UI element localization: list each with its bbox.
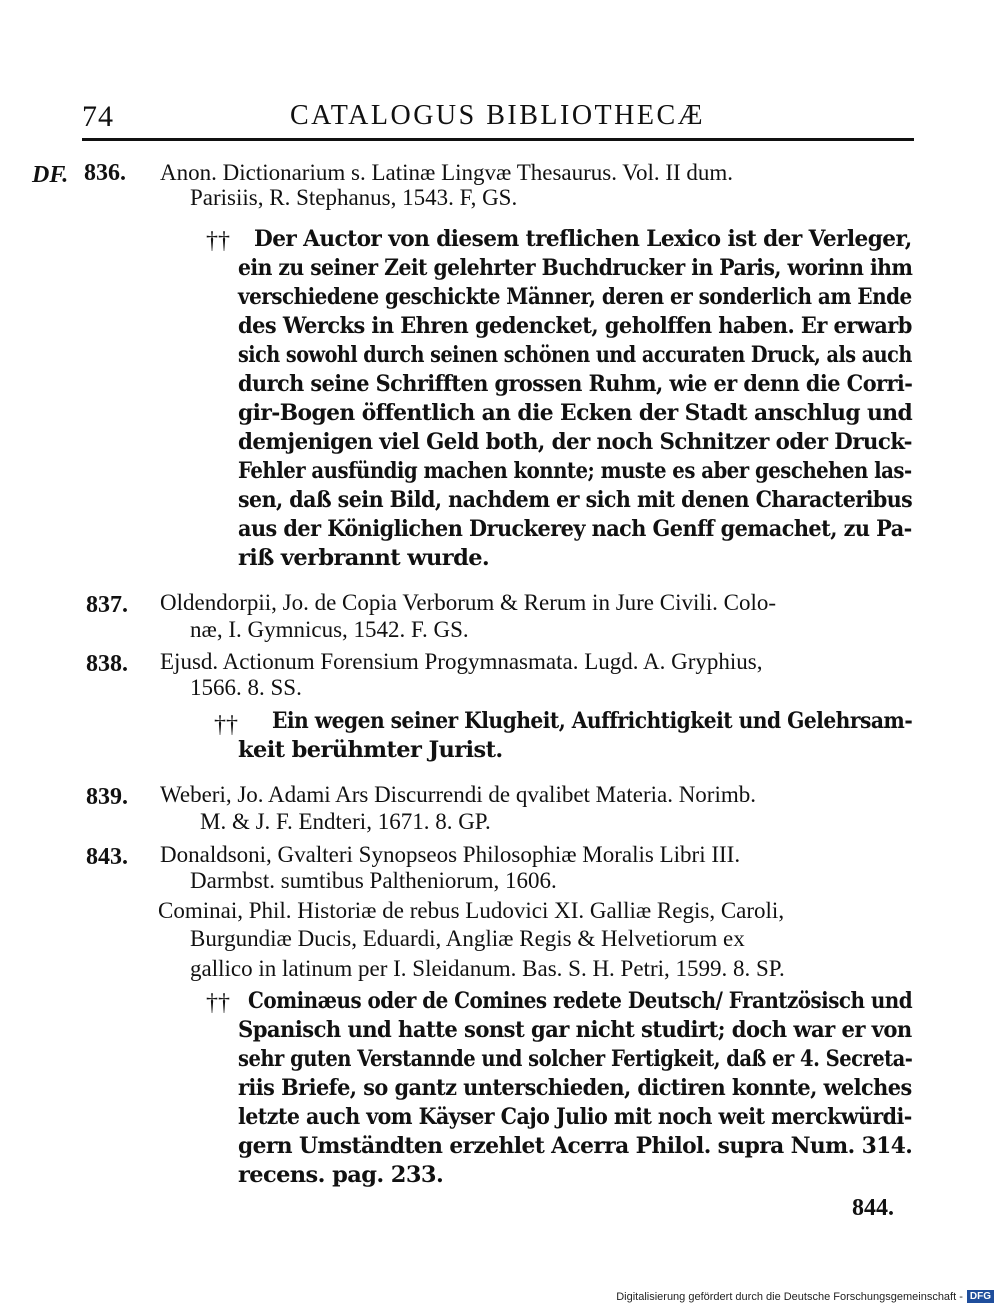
note-line: aus der Königlichen Druckerey nach Genff gemachet, zu Pa- [238, 516, 912, 542]
entry-line: næ, I. Gymnicus, 1542. F. GS. [190, 617, 469, 642]
note-dagger: †† [206, 228, 230, 254]
footer-text: Digitalisierung gefördert durch die Deutsche Forschungsgemeinschaft - [616, 1290, 963, 1303]
note-line: Der Auctor von diesem treflichen Lexico ist der Verleger, [254, 226, 912, 252]
note-line: durch seine Schrifften grossen Ruhm, wie er denn die Corri- [238, 371, 913, 397]
entry-line: Burgundiæ Ducis, Eduardi, Angliæ Regis & Helvetiorum ex [190, 926, 745, 951]
entry-line: Cominai, Phil. Historiæ de rebus Ludovici XI. Galliæ Regis, Caroli, [158, 898, 785, 923]
note-line: verschiedene geschickte Männer, deren er sonderlich am Ende [238, 284, 912, 310]
page-number: 74 [82, 100, 114, 133]
entry-line: Weberi, Jo. Adami Ars Discurrendi de qvalibet Materia. Norimb. [160, 782, 757, 807]
margin-marker: DF. [32, 162, 69, 188]
note-line: recens. pag. 233. [238, 1162, 444, 1188]
entry-number: 839. [86, 784, 128, 810]
dfg-logo: DFG [967, 1290, 994, 1303]
note-line: gir-Bogen öffentlich an die Ecken der Stadt anschlug und [238, 400, 913, 426]
header-rule [82, 138, 914, 141]
note-line: gern Umständten erzehlet Acerra Philol. supra Num. 314. [238, 1133, 913, 1159]
entry-line: 1566. 8. SS. [190, 675, 302, 700]
entry-line: Donaldsoni, Gvalteri Synopseos Philosophiæ Moralis Libri III. [160, 842, 741, 867]
note-line: riß verbrannt wurde. [238, 545, 490, 571]
running-title: CATALOGUS BIBLIOTHECÆ [290, 100, 706, 131]
note-line: Spanisch und hatte sonst gar nicht studirt; doch war er von [238, 1017, 912, 1043]
note-line: riis Briefe, so gantz unterschieden, dictiren konnte, welches [238, 1075, 912, 1101]
note-line: ein zu seiner Zeit gelehrter Buchdrucker in Paris, worinn ihm [238, 255, 913, 281]
note-line: demjenigen viel Geld both, der noch Schnitzer oder Druck- [238, 429, 912, 455]
note-line: letzte auch vom Käyser Cajo Julio mit noch weit merckwürdi- [238, 1104, 912, 1130]
entry-number: 837. [86, 592, 128, 618]
entry-line: Darmbst. sumtibus Paltheniorum, 1606. [190, 868, 557, 893]
note-line: sehr guten Verstannde und solcher Fertigkeit, daß er 4. Secreta- [238, 1046, 913, 1072]
entry-number: 836. [84, 160, 126, 186]
note-dagger: †† [214, 712, 238, 738]
entry-number: 838. [86, 651, 128, 677]
note-line: des Wercks in Ehren gedencket, geholffen haben. Er erwarb [238, 313, 912, 339]
note-line: keit berühmter Jurist. [238, 737, 503, 763]
entry-line: Ejusd. Actionum Forensium Progymnasmata. Lugd. A. Gryphius, [160, 649, 763, 674]
digitization-footer [616, 1290, 994, 1303]
note-line: Ein wegen seiner Klugheit, Auffrichtigkeit und Gelehrsam- [272, 708, 913, 734]
note-dagger: †† [206, 990, 230, 1016]
note-line: sen, daß sein Bild, nachdem er sich mit denen Characteribus [238, 487, 913, 513]
entry-line: M. & J. F. Endteri, 1671. 8. GP. [200, 809, 491, 834]
entry-line: Oldendorpii, Jo. de Copia Verborum & Rerum in Jure Civili. Colo- [160, 590, 777, 615]
note-line: Cominæus oder de Comines redete Deutsch/ Frantzösisch und [248, 988, 913, 1014]
catchword: 844. [852, 1195, 894, 1221]
entry-line: gallico in latinum per I. Sleidanum. Bas. S. H. Petri, 1599. 8. SP. [190, 956, 785, 981]
entry-line: Parisiis, R. Stephanus, 1543. F, GS. [190, 185, 518, 210]
entry-line: Anon. Dictionarium s. Latinæ Lingvæ Thesaurus. Vol. II dum. [160, 160, 734, 185]
note-line: Fehler ausfündig machen konnte; muste es aber geschehen las- [238, 458, 912, 484]
note-line: sich sowohl durch seinen schönen und accuraten Druck, als auch [238, 342, 912, 368]
entry-number: 843. [86, 844, 128, 870]
